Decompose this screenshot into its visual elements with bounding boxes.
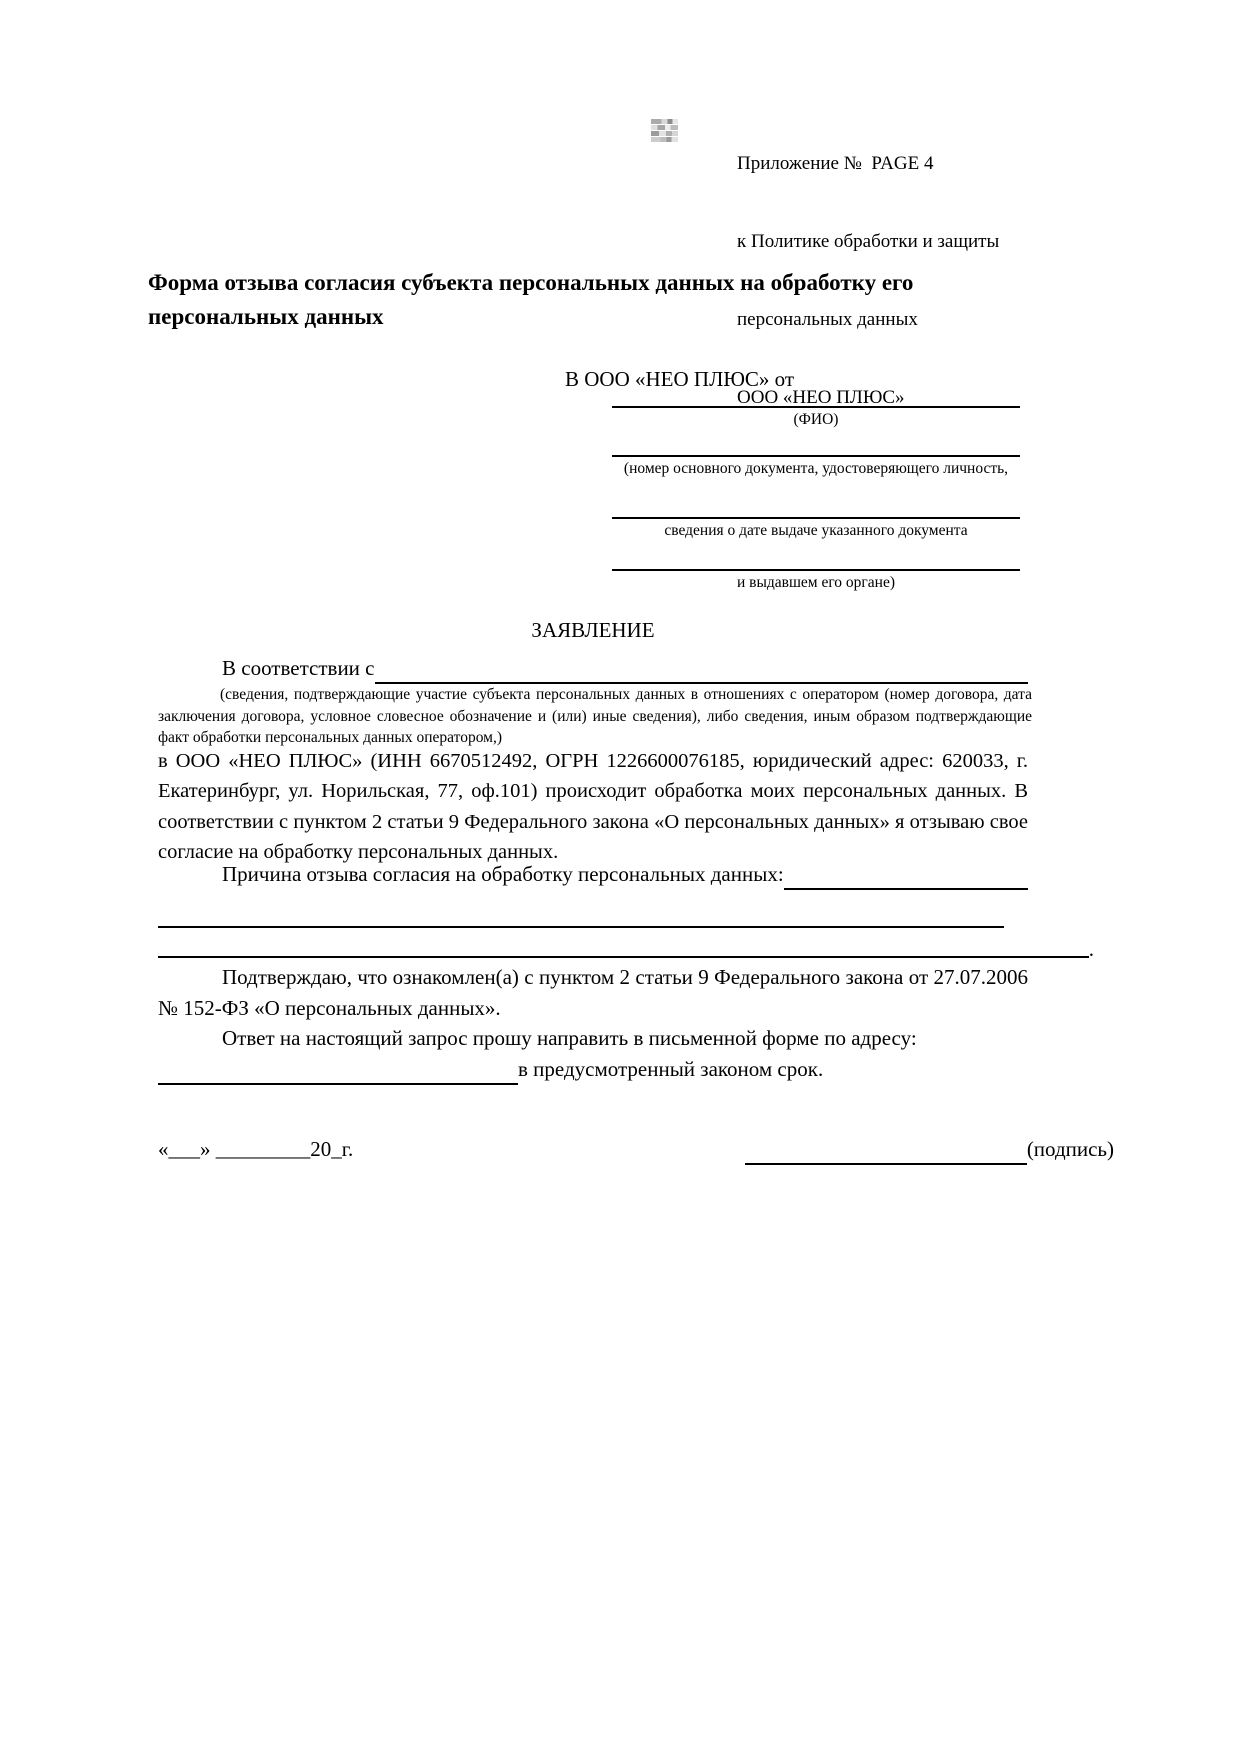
reason-row (158, 859, 1028, 890)
field-issuing-authority (612, 569, 1020, 592)
response-request: Ответ на настоящий запрос прошу направить в письменной форме по адресу: (222, 1026, 917, 1050)
form-title: Форма отзыва согласия субъекта персональных данных на обработку его персональных данных (148, 270, 914, 329)
addressee-block (565, 364, 1025, 592)
reason-continuation-line-1 (158, 926, 1004, 928)
reason-continuation-line-2 (158, 937, 1094, 961)
issuing-authority-caption: и выдавшем его органе) (736, 574, 896, 591)
document-number-caption: (номер основного документа, удостоверяющего личность, (623, 460, 1009, 477)
statement-heading: ЗАЯВЛЕНИЕ (531, 618, 655, 642)
company-name: ООО «НЕО ПЛЮС» (737, 387, 905, 408)
appendix-number-line: Приложение № PAGE 4 (737, 153, 934, 174)
field-document-number (612, 455, 1020, 478)
reason-label: Причина отзыва согласия на обработку персональных данных: (222, 862, 784, 886)
fine-print-note: (сведения, подтверждающие участие субъекта персональных данных в отношениях с оператором (номер договора, дата заключения договора, условное словесное обозначение и (или) иные сведения), либо сведения, иным образом подтверждающие факт обработки персональных данных оператором,) (158, 686, 1032, 746)
operator-paragraph: в ООО «НЕО ПЛЮС» (ИНН 6670512492, ОГРН 1226600076185, юридический адрес: 620033, г. Екатеринбург, ул. Норильская, 77, оф.101) происходит обработка моих персональных данных. В соответствии с пунктом 2 статьи 9 Федерального закона «О персональных данных» я отзываю свое согласие на обработку персональных данных. (158, 750, 1028, 863)
date-signature-row (158, 1134, 1114, 1165)
field-fio (612, 406, 1020, 429)
date-line: «___» _________20_г. (158, 1137, 354, 1161)
reason-blank-line (784, 860, 1028, 890)
confirmation-paragraph: Подтверждаю, что ознакомлен(а) с пунктом 2 статьи 9 Федерального закона от 27.07.2006 № 152-ФЗ «О персональных данных». (158, 965, 1028, 1020)
policy-line-1: к Политике обработки и защиты (737, 231, 1000, 252)
addressee-to-line: В ООО «НЕО ПЛЮС» от (565, 367, 795, 391)
signature-blank-line (745, 1135, 1027, 1165)
signature-group (745, 1134, 1114, 1165)
accordance-blank-line (375, 654, 1029, 684)
response-address-row (158, 1054, 1028, 1085)
response-suffix: в предусмотренный законом срок. (518, 1057, 824, 1081)
response-block (158, 1023, 1028, 1085)
address-blank-line (158, 1055, 518, 1085)
reason-continuation-blank (158, 942, 1089, 958)
policy-line-2: персональных данных (737, 309, 918, 330)
signature-caption: (подпись) (1026, 1137, 1114, 1161)
blurred-text-snippet-icon (651, 119, 678, 141)
field-issue-date (612, 517, 1020, 540)
accordance-prefix: В соответствии с (222, 656, 375, 680)
line-terminator: . (1088, 937, 1094, 961)
fio-caption: (ФИО) (793, 411, 839, 428)
issue-date-caption: сведения о дате выдаче указанного документа (664, 522, 968, 539)
accordance-row (158, 653, 1028, 684)
